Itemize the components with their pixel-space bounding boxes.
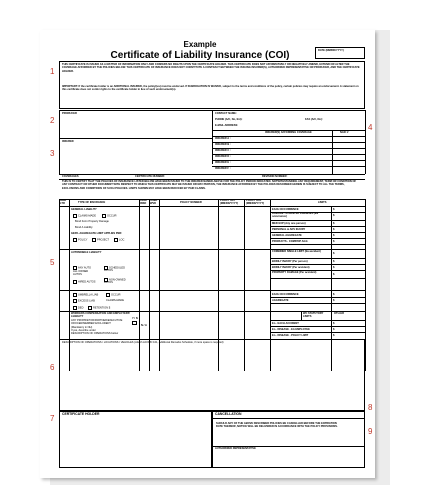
date-label: DATE (MM/DD/YYYY): [318, 49, 344, 52]
revision-number-label: REVISION NUMBER:: [262, 175, 288, 178]
wc-if-yes: If yes, describe under: [71, 329, 96, 332]
email-label: E-MAIL ADDRESS:: [215, 124, 239, 127]
umb-liab: UMBRELLA LIAB: [73, 293, 98, 297]
cancellation-box: [212, 411, 365, 468]
wc-yn-box[interactable]: [132, 321, 137, 325]
description-label: DESCRIPTION OF OPERATIONS / LOCATIONS / VEHICLES (Attach ACORD 101, Additional Remarks Schedule, if more space is required): [62, 341, 224, 344]
dollar-sign: $: [333, 266, 335, 269]
authorized-rep-label: AUTHORIZED REPRESENTATIVE: [215, 447, 256, 450]
holder-box[interactable]: [59, 411, 212, 468]
wc-each-accident: E.L. EACH ACCIDENT: [272, 322, 299, 325]
gl-claims-made: CLAIMS-MADE: [73, 214, 96, 218]
gl-limit-0: EACH OCCURRENCE: [272, 208, 299, 211]
insurers-header: INSURER(S) AFFORDING COVERAGE: [265, 131, 312, 134]
coi-document: [40, 30, 375, 478]
checkbox-icon[interactable]: [73, 238, 77, 242]
dollar-sign: $: [333, 260, 335, 263]
marker-6: 6: [50, 363, 55, 372]
auto-all-owned: ALL OWNED AUTOS: [73, 270, 89, 276]
wc-disease-employee: E.L. DISEASE - EA EMPLOYEE: [272, 328, 310, 331]
col-policy-eff: POLICY EFF (MM/DD/YYYY): [220, 199, 239, 205]
col-subr: SUBR WVD: [150, 199, 158, 205]
checkbox-icon[interactable]: [88, 306, 92, 310]
umb-excess: EXCESS LIAB: [73, 299, 95, 303]
gl-aggregate-applies: GEN'L AGGREGATE LIMIT APPLIES PER:: [71, 232, 123, 235]
gl-limit-5: PRODUCTS - COMP/OP AGG: [272, 240, 308, 243]
checkbox-icon[interactable]: [92, 238, 96, 242]
dollar-sign: $: [333, 234, 335, 237]
dollar-sign: $: [333, 334, 335, 337]
marker-1: 1: [50, 67, 55, 76]
gl-limit-3: PERSONAL & ADV INJURY: [272, 228, 306, 231]
dollar-sign: $: [333, 222, 335, 225]
wc-other: OTH-ER: [334, 312, 344, 315]
contact-name-label: CONTACT NAME:: [215, 112, 237, 115]
coverages-label: COVERAGES: [62, 175, 79, 178]
marker-7: 7: [50, 414, 55, 423]
gl-limit-1: DAMAGE TO RENTED PREMISES (Ea occurrence): [272, 212, 319, 218]
checkbox-icon[interactable]: [106, 293, 110, 297]
wc-yn: Y / N: [132, 317, 138, 320]
dollar-sign: $: [333, 208, 335, 211]
coverage-statement: THIS IS TO CERTIFY THAT THE POLICIES OF INSURANCE LISTED BELOW HAVE BEEN ISSUED TO THE INSURED NAMED ABOVE FOR THE POLICY PERIOD INDICATED. NOTWITHSTANDING ANY REQUIREMENT, TERM OR CONDITION OF ANY CONTRACT OR OTHER DOCUMENT WITH RESPECT TO WHICH THIS CERTIFICATE MAY BE ISSUED OR MAY PERTAIN, THE INSURANCE AFFORDED BY THE POLICIES DESCRIBED HEREIN IS SUBJECT TO ALL THE TERMS, EXCLUSIONS AND CONDITIONS OF SUCH POLICIES. LIMITS SHOWN MAY HAVE BEEN REDUCED BY PAID CLAIMS.: [62, 180, 357, 190]
wc-excluded: ANY PROPRIETOR/PARTNER/EXECUTIVE OFFICER/MEMBER EXCLUDED?: [71, 319, 123, 325]
gl-bond-liability: Bond A Liability: [75, 226, 93, 229]
wc-mandatory: (Mandatory in NH): [71, 326, 93, 329]
certificate-number-label: CERTIFICATE NUMBER:: [135, 175, 165, 178]
checkbox-icon[interactable]: [102, 214, 106, 218]
dollar-sign: $: [333, 214, 335, 217]
marker-8: 8: [368, 403, 373, 412]
important-text: IMPORTANT: If the certificate holder is an ADDITIONAL INSURED, the policy(ies) must be endorsed. If SUBROGATION IS WAIVED, subject to the terms and conditions of the policy, certain policies may require an endorsement. A statement on this certificate does not confer rights to the certificate holder in lieu of such endorsement(s).: [62, 85, 359, 92]
col-type: TYPE OF INSURANCE: [78, 201, 106, 204]
description-box[interactable]: [59, 339, 365, 411]
marker-3: 3: [50, 149, 55, 158]
col-insr-ltr: INSR LTR: [60, 199, 67, 205]
dollar-sign: $: [333, 293, 335, 296]
dollar-sign: $: [333, 228, 335, 231]
checkbox-icon[interactable]: [73, 306, 77, 310]
auto-limit-3: PROPERTY DAMAGE (Per accident): [272, 271, 317, 274]
insured-label: INSURED: [62, 140, 74, 143]
gl-label: GENERAL LIABILITY: [71, 208, 97, 211]
wc-description: DESCRIPTION OF OPERATIONS below: [71, 332, 119, 335]
marker-5: 5: [50, 258, 55, 267]
dollar-sign: $: [333, 328, 335, 331]
doc-title: Certificate of Liability Insurance (COI): [110, 50, 290, 61]
phone-label: PHONE (A/C, No, Ext):: [215, 118, 243, 121]
umb-limit-0: EACH OCCURRENCE: [272, 293, 299, 296]
gl-occur: OCCUR: [102, 214, 117, 218]
auto-scheduled: SCHEDULED AUTOS: [104, 266, 125, 273]
gl-bond-property: Bond Form Property Damage: [75, 220, 109, 223]
auto-non-owned: NON-OWNED AUTOS: [104, 278, 126, 285]
auto-hired: HIRED AUTOS: [73, 280, 96, 284]
wc-na: N / A: [141, 324, 147, 327]
checkbox-icon[interactable]: [114, 238, 118, 242]
auto-limit-2: BODILY INJURY (Per accident): [272, 266, 310, 269]
insurer-b: INSURER B :: [215, 143, 231, 146]
gl-limit-4: GENERAL AGGREGATE: [272, 234, 302, 237]
checkbox-icon[interactable]: [73, 280, 77, 284]
umb-retention: RETENTION $: [88, 306, 110, 310]
checkbox-icon[interactable]: [73, 293, 77, 297]
cancellation-label: CANCELLATION: [215, 412, 242, 416]
producer-label: PRODUCER: [62, 112, 77, 115]
insurer-a: INSURER A :: [215, 137, 231, 140]
marker-2: 2: [50, 116, 55, 125]
auto-limit-1: BODILY INJURY (Per person): [272, 260, 308, 263]
marker-4: 4: [368, 123, 373, 132]
wc-disease-policy: E.L. DISEASE - POLICY LIMIT: [272, 334, 309, 337]
dollar-sign: $: [333, 252, 335, 255]
col-addl: ADDL INSD: [140, 199, 148, 205]
wc-label: WORKERS COMPENSATION AND EMPLOYERS' LIABILITY: [71, 312, 131, 318]
disclaimer-text: THIS CERTIFICATE IS ISSUED AS A MATTER OF INFORMATION ONLY AND CONFERS NO RIGHTS UPON THE CERTIFICATE HOLDER. THIS CERTIFICATE DOES NOT AFFIRMATIVELY OR NEGATIVELY AMEND, EXTEND OR ALTER THE COVERAGE AFFORDED BY THE POLICIES BELOW. THIS CERTIFICATE OF INSURANCE DOES NOT CONSTITUTE A CONTRACT BETWEEN THE ISSUING INSURER(S), AUTHORIZED REPRESENTATIVE OR PRODUCER, AND THE CERTIFICATE HOLDER.: [62, 63, 360, 73]
checkbox-icon[interactable]: [73, 214, 77, 218]
dollar-sign: $: [333, 322, 335, 325]
gl-loc: LOC: [114, 238, 124, 242]
insurer-f: INSURER F :: [215, 167, 231, 170]
gl-policy: POLICY: [73, 238, 88, 242]
umb-limit-1: AGGREGATE: [272, 299, 289, 302]
col-limits: LIMITS: [318, 201, 327, 204]
umb-ded: DED: [73, 306, 83, 310]
cancellation-text: SHOULD ANY OF THE ABOVE DESCRIBED POLICIES BE CANCELLED BEFORE THE EXPIRATION DATE THEREOF, NOTICE WILL BE DELIVERED IN ACCORDANCE WITH THE POLICY PROVISIONS.: [216, 422, 338, 429]
auto-any: ANY AUTO: [73, 266, 91, 270]
checkbox-icon[interactable]: [73, 299, 77, 303]
gl-project: PROJECT: [92, 238, 109, 242]
marker-9: 9: [368, 427, 373, 436]
umb-occur: OCCUR: [106, 293, 121, 297]
umb-claims-made: CLAIMS-MADE: [106, 299, 125, 302]
dollar-sign: $: [333, 273, 335, 276]
naic-label: NAIC #: [340, 131, 349, 134]
holder-label: CERTIFICATE HOLDER: [62, 412, 100, 416]
auto-limit-0: COMBINED SINGLE LIMIT (Ea accident): [272, 250, 321, 253]
fax-label: FAX (A/C, No):: [305, 118, 323, 121]
dollar-sign: $: [333, 299, 335, 302]
auto-label: AUTOMOBILE LIABILITY: [71, 251, 102, 254]
gl-limit-2: MED EXP (Any one person): [272, 222, 306, 225]
col-policy-number: POLICY NUMBER: [180, 201, 202, 204]
wc-statutory: WC STATUTORY LIMITS: [303, 312, 324, 318]
dollar-sign: $: [333, 240, 335, 243]
col-policy-exp: POLICY EXP (MM/DD/YYYY): [246, 199, 265, 205]
insurer-c: INSURER C :: [215, 149, 231, 152]
insurer-d: INSURER D :: [215, 155, 231, 158]
insurer-e: INSURER E :: [215, 161, 231, 164]
doc-title-example: Example: [183, 40, 217, 49]
